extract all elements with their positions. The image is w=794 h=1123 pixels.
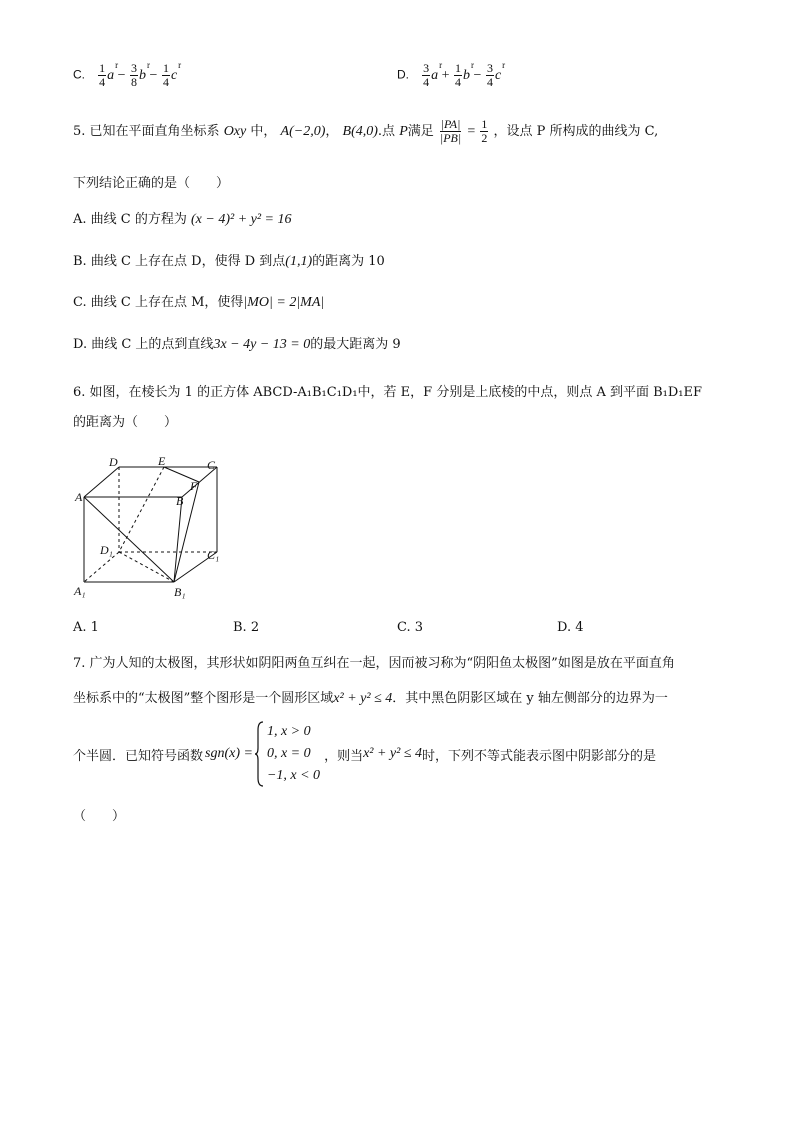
sgn-cases: 1, x > 0 0, x = 0 −1, x < 0	[266, 724, 321, 783]
q5-stem-line1: 5. 已知在平面直角坐标系 Oxy 中， A(−2,0)， B(4,0).点 P满足 $\frac{|PA|}{|PB|}$ = $\frac{1}{2}$ ，设点 P 所构成的曲线为 C,	[73, 117, 659, 145]
q6-option-a: A. 1	[73, 620, 99, 635]
q6-option-b: B. 2	[233, 620, 260, 635]
label-b1: B₁	[174, 585, 186, 599]
q5-option-a: A. 曲线 C 的方程为 (x − 4)² + y² = 16	[73, 212, 292, 227]
half-fraction: $\frac{1}{2}$	[481, 117, 488, 145]
q6-option-d: D. 4	[557, 620, 584, 635]
q5-stem-line2: 下列结论正确的是（ ）	[73, 176, 230, 191]
q4-option-c: C. $\frac{1}{4}$ a r − $\frac{3}{8}$ b r − $\frac{1}{4}$ c r	[73, 59, 182, 89]
label-c1: C₁	[207, 548, 220, 562]
q6-stem-line2: 的距离为（ ）	[73, 415, 178, 430]
label-b: B	[176, 494, 184, 508]
q4-option-d: D. $\frac{3}{4}$ a r + $\frac{1}{4}$ b r − $\frac{3}{4}$ c r	[397, 59, 506, 89]
label-a1: A₁	[74, 584, 86, 598]
q6-option-c: C. 3	[397, 620, 424, 635]
q5-option-d: D. 曲线 C 上的点到直线3x − 4y − 13 = 0的最大距离为 9	[73, 337, 401, 352]
q7-stem-line1: 7. 广为人知的太极图，其形状如阴阳两鱼互纠在一起，因而被习称为“阴阳鱼太极图”如图是放在平面直角	[73, 656, 675, 671]
ratio-fraction: $\frac{|PA|}{|PB|}$	[439, 117, 462, 145]
label-d1: D₁	[100, 543, 113, 557]
q6-stem-line1: 6. 如图，在棱长为 1 的正方体 ABCD-A₁B₁C₁D₁中，若 E，F 分别是上底棱的中点，则点 A 到平面 B₁D₁EF	[73, 385, 703, 400]
brace-symbol	[255, 720, 265, 788]
q5-option-b: B. 曲线 C 上存在点 D，使得 D 到点(1,1)的距离为 10	[73, 254, 385, 269]
cube-figure	[70, 455, 230, 605]
q7-stem-line2: 坐标系中的“太极图”整个图形是一个圆形区域x² + y² ≤ 4．其中黑色阴影区域在 y 轴左侧部分的边界为一	[73, 691, 668, 706]
label-c: C	[207, 458, 216, 472]
q7-stem-line4: （ ）	[73, 809, 126, 824]
label-f: F	[190, 479, 198, 493]
label-d: D	[109, 455, 118, 469]
label-a: A	[75, 490, 83, 504]
frac-c1: $\frac{1}{4}$	[99, 61, 106, 89]
q5-option-c: C. 曲线 C 上存在点 M，使得|MO| = 2|MA|	[73, 295, 325, 310]
label-e: E	[158, 455, 166, 468]
q7-stem-line3: 个半圆．已知符号函数 sgn(x) = 1, x > 0 0, x = 0 −1, x < 0 ，则当 x² + y² ≤ 4 时，下列不等式能表示图中阴影部分的是	[73, 720, 656, 788]
